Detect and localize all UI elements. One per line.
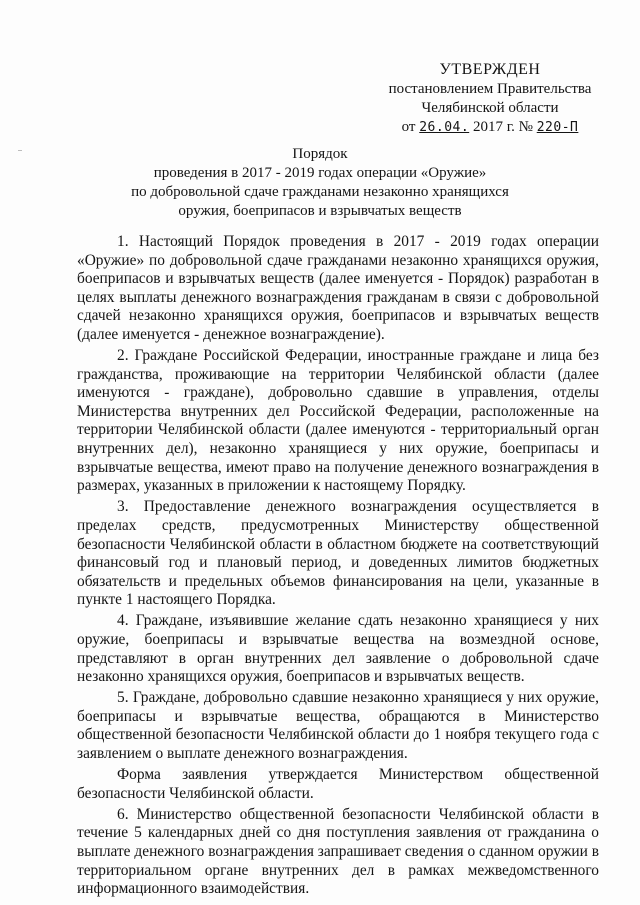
approval-block [372,60,608,137]
handwritten-number: 220-П [536,120,579,135]
handwritten-date: 26.04. [419,120,470,135]
approval-line-2: Челябинской области [421,100,559,116]
title-line-3: по добровольной сдаче гражданами незаконно хранящихся [131,184,509,200]
approval-line-1: постановлением Правительства [388,81,592,97]
paragraph-6: 6. Министерство общественной безопасности Челябинской области в течение 5 календарных дней со дня поступления заявления от гражданина о выплате денежного вознаграждения запрашивает сведения о сданном оружии в территориальном органе внутренних дел в рамках межведомственного информационного взаимодействия. [77,805,599,898]
title-line-2: проведения в 2017 - 2019 годах операции «Оружие» [153,165,487,181]
paragraph-3: 3. Предоставление денежного вознаграждения осуществляется в пределах средств, предусмотренных Министерству общественной безопасности Челябинской области в областном бюджете на соответствующий финансовый год и плановый период, и доведенных лимитов бюджетных обязательств и предельных объемов финансирования на цели, указанные в пункте 1 настоящего Порядка. [77,498,599,609]
paragraph-5: 5. Граждане, добровольно сдавшие незаконно хранящиеся у них оружие, боеприпасы и взрывчатые вещества, обращаются в Министерство общественной безопасности Челябинской области до 1 ноября текущего года с заявлением о выплате денежного вознаграждения. [77,689,599,763]
paragraph-4: 4. Граждане, изъявившие желание сдать незаконно хранящиеся у них оружие, боеприпасы и взрывчатые вещества на возмездной основе, представляют в орган внутренних дел заявление о добровольной сдаче незаконно хранящихся оружия, боеприпасов и взрывчатых веществ. [77,612,599,686]
document-body [77,233,599,901]
paragraph-2: 2. Граждане Российской Федерации, иностранные граждане и лица без гражданства, проживающие на территории Челябинской области (далее именуются - граждане), добровольно сдавшие в управления, отделы Министерства внутренних дел Российской Федерации, расположенные на территории Челябинской области (далее именуются - территориальный орган внутренних дел), незаконно хранящиеся у них оружие, боеприпасы и взрывчатые вещества, имеют право на получение денежного вознаграждения в размерах, указанных в приложении к настоящему Порядку. [77,347,599,495]
paragraph-5-form: Форма заявления утверждается Министерством общественной безопасности Челябинской области. [77,766,599,802]
title-line-4: оружия, боеприпасов и взрывчатых веществ [178,203,462,219]
date-prefix: от [401,119,416,135]
title-line-1: Порядок [292,146,348,162]
year-text: 2017 г. № [472,119,533,135]
scan-artifact [18,150,22,151]
approval-heading: УТВЕРЖДЕН [439,61,541,78]
paragraph-1: 1. Настоящий Порядок проведения в 2017 - 2019 годах операции «Оружие» по добровольной сдаче гражданами незаконно хранящихся оружия, боеприпасов и взрывчатых веществ (далее именуется - Порядок) разработан в целях выплаты денежного вознаграждения гражданам в связи с добровольной сдачей незаконно хранящихся оружия, боеприпасов и взрывчатых веществ (далее именуется - денежное вознаграждение). [77,233,599,343]
approval-date-line [372,118,608,137]
document-title [100,145,540,221]
